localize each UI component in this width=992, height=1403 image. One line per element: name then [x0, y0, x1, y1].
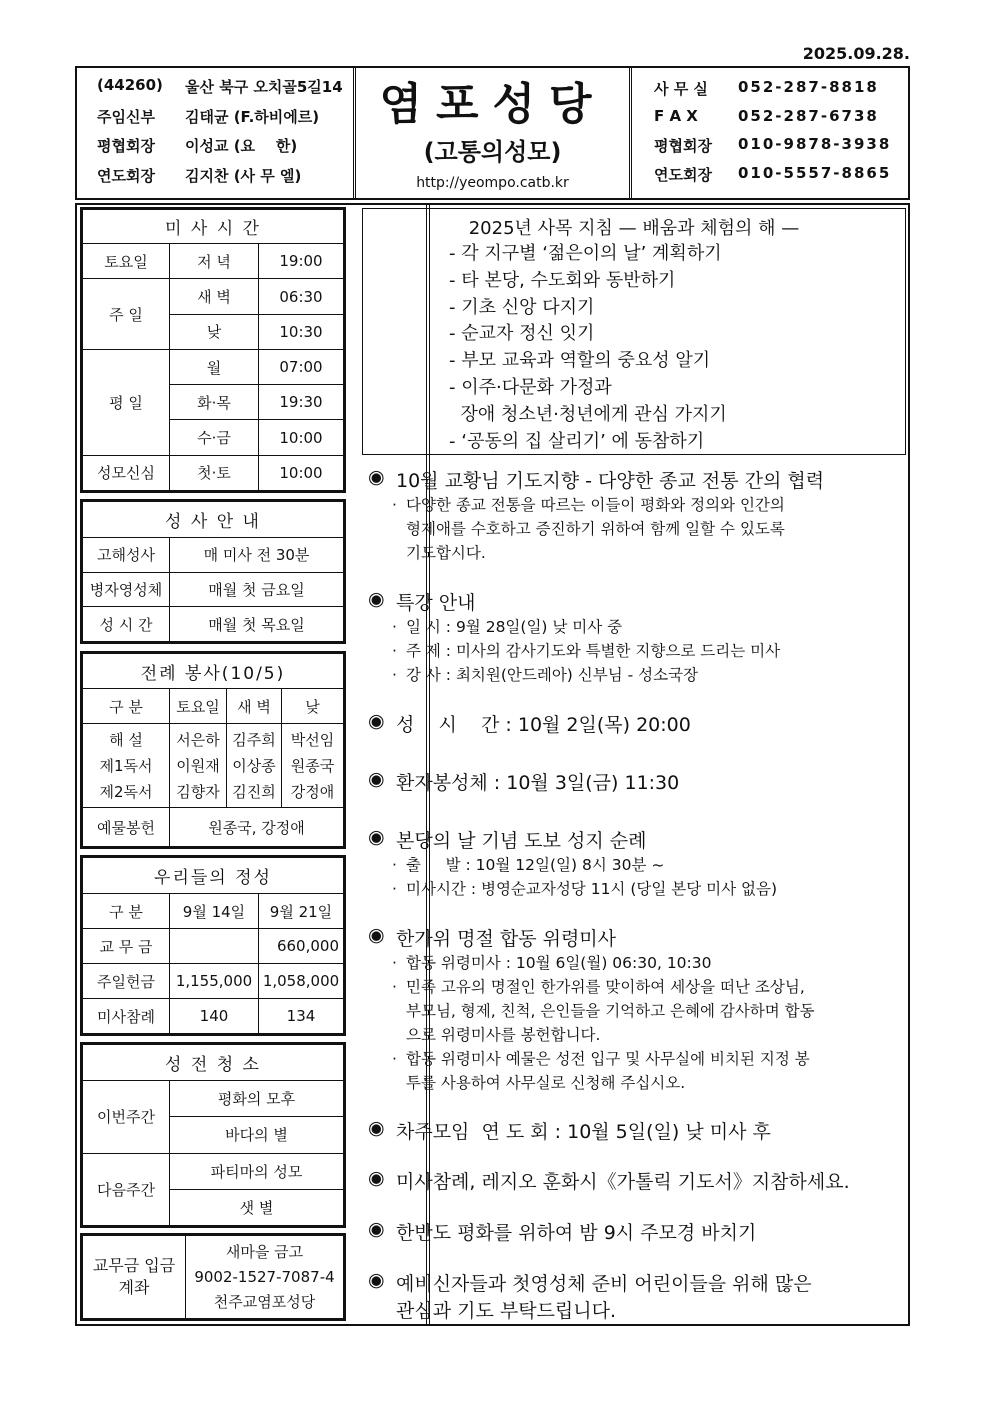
day-cell: 성모신심	[83, 455, 170, 490]
server-name: 김주희	[232, 730, 276, 749]
slot-cell: 월	[170, 349, 259, 384]
bullet-icon: ◉	[368, 588, 385, 610]
server-name: 원종국	[290, 756, 335, 775]
cleaning-group: 평화의 모후	[170, 1081, 344, 1117]
offering-value: 1,058,000	[259, 964, 344, 999]
role-label: 제2독서	[99, 782, 153, 801]
pastoral-goals	[362, 208, 906, 455]
server-name: 이상종	[232, 756, 276, 775]
contact-row: 평협회장 010-9878-3938	[654, 135, 892, 155]
cleaning-group: 바다의 별	[170, 1117, 344, 1153]
notice-pilgrimage: ◉ 본당의 날 기념 도보 성지 순례 · 출 발 : 10월 12일(일) 8시 30분 ~ · 미사시간 : 병영순교자성당 11시 (당일 본당 미사 없음)	[368, 826, 777, 898]
week-label: 이번주간	[83, 1081, 170, 1154]
offering-value	[170, 929, 259, 964]
sacrament-label: 고해성사	[83, 538, 170, 573]
goal-item: - 순교자 정신 잇기	[449, 323, 595, 345]
offering-names: 원종국, 강정애	[170, 808, 344, 847]
sacrament-label: 성 시 간	[83, 607, 170, 642]
info-row: (44260) 울산 북구 오치골5길14	[97, 76, 343, 96]
server-name: 이원재	[176, 756, 220, 775]
bullet-icon: ◉	[368, 710, 385, 732]
notice-memorial-mass: ◉ 한가위 명절 합동 위령미사 · 합동 위령미사 : 10월 6일(월) 06:30, 10:30 · 민족 고유의 명절인 한가위를 맞이하여 세상을 떠난 조상님, 부모님, 형제, 친척, 은인들을 기억하고 은혜에 감사하며 합동 으로 위령미사를 봉헌합니다. · 합동 위령미사 예물은 성전 입구 및 사무실에 비치된 지정 봉 투를 사용하여 사무실로 신청해 주십시오.	[368, 924, 815, 1092]
sacrament-title: 성 사 안 내	[83, 502, 344, 538]
sacrament-value: 매 미사 전 30분	[170, 538, 344, 573]
offering-row-label: 미사참례	[83, 999, 170, 1034]
header	[75, 66, 910, 200]
notice-meeting: ◉ 차주모임 연 도 회 : 10월 5일(일) 낮 미사 후	[368, 1117, 771, 1143]
bullet-icon: ◉	[368, 1167, 385, 1189]
day-cell: 주 일	[83, 279, 170, 350]
cleaning-group: 파티마의 성모	[170, 1153, 344, 1189]
bullet-icon: ◉	[368, 924, 385, 946]
contact-row: 사 무 실 052-287-8818	[654, 78, 879, 98]
goal-item: - 부모 교육과 역할의 중요성 알기	[449, 350, 711, 372]
slot-cell: 새 벽	[170, 279, 259, 314]
parish-url[interactable]: http://yeompo.catb.kr	[416, 175, 569, 191]
server-name: 강정애	[290, 782, 335, 801]
slot-cell: 첫·토	[170, 455, 259, 490]
title-block	[356, 68, 632, 198]
goal-item: - ‘공동의 집 살리기’ 에 동참하기	[449, 430, 705, 452]
contact-row: F A X 052-287-6738	[654, 106, 879, 125]
sacrament-value: 매월 첫 금요일	[170, 572, 344, 607]
bullet-icon: ◉	[368, 1269, 385, 1291]
server-name: 박선임	[290, 730, 335, 749]
goal-item: - 이주·다문화 가정과	[449, 376, 612, 398]
notice-holy-hour: ◉ 성 시 간 : 10월 2일(목) 20:00	[368, 710, 691, 736]
account-number: 9002-1527-7087-4	[194, 1267, 335, 1286]
parish-title: 염포성당	[379, 79, 606, 130]
info-row: 평협회장 이성교 (요 한)	[97, 137, 298, 155]
account-holder: 천주교염포성당	[213, 1292, 316, 1311]
day-cell: 토요일	[83, 244, 170, 279]
time-cell: 10:30	[259, 314, 344, 349]
role-label: 제1독서	[99, 756, 153, 775]
notice-peace-prayer: ◉ 한반도 평화를 위하여 밤 9시 주모경 바치기	[368, 1218, 757, 1244]
goal-item: - 타 본당, 수도회와 동반하기	[449, 269, 676, 291]
notice-prayer-intention: ◉ 10월 교황님 기도지향 - 다양한 종교 전통 간의 협력 · 다양한 종교 전통을 따르는 이들이 평화와 정의와 인간의 형제애를 수호하고 증진하기 위하여 함께 일할 수 있도록 기도합시다.	[368, 466, 825, 562]
offering-title: 우리들의 정성	[83, 858, 344, 894]
column-header: 낮	[282, 689, 344, 724]
slot-cell: 화·목	[170, 385, 259, 420]
bullet-icon: ◉	[368, 466, 385, 488]
notice-sick-communion: ◉ 환자봉성체 : 10월 3일(금) 11:30	[368, 768, 680, 794]
bullet-icon: ◉	[368, 1218, 385, 1240]
contact-row: 연도회장 010-5557-8865	[654, 163, 892, 184]
info-row: 연도회장 김지찬 (사 무 엘)	[97, 166, 302, 185]
time-cell: 06:30	[259, 279, 344, 314]
liturgy-box	[80, 651, 346, 849]
info-row: 주임신부 김태균 (F.하비에르)	[97, 107, 320, 126]
offering-value: 1,155,000	[170, 964, 259, 999]
day-cell: 평 일	[83, 349, 170, 455]
mass-times-title: 미 사 시 간	[83, 210, 344, 244]
column-header: 구 분	[83, 689, 170, 724]
column-header: 9월 14일	[170, 894, 259, 929]
account-box	[80, 1233, 346, 1321]
offering-value: 134	[259, 999, 344, 1034]
slot-cell: 수·금	[170, 420, 259, 455]
time-cell: 10:00	[259, 455, 344, 490]
column-header: 토요일	[170, 689, 227, 724]
sacrament-box	[80, 499, 346, 644]
parish-info	[77, 68, 356, 198]
goal-item: - 각 지구별 ‘젊은이의 날’ 계획하기	[449, 243, 722, 264]
time-cell: 19:30	[259, 385, 344, 420]
cleaning-group: 샛 별	[170, 1189, 344, 1225]
mass-times-box	[80, 207, 346, 493]
goals-title: 2025년 사목 지침 — 배움과 체험의 해 —	[468, 218, 800, 239]
time-cell: 10:00	[259, 420, 344, 455]
bullet-icon: ◉	[368, 768, 385, 790]
notice-catechumens: ◉ 예비신자들과 첫영성체 준비 어린이들을 위해 많은 관심과 기도 부탁드립니다.	[368, 1269, 812, 1322]
time-cell: 19:00	[259, 244, 344, 279]
cleaning-title: 성 전 청 소	[83, 1045, 344, 1081]
bulletin-date: 2025.09.28.	[802, 44, 910, 63]
server-name: 서은하	[176, 730, 220, 749]
slot-cell: 낮	[170, 314, 259, 349]
notice-lecture: ◉ 특강 안내 · 일 시 : 9월 28일(일) 낮 미사 중 · 주 제 : 미사의 감사기도와 특별한 지향으로 드리는 미사 · 강 사 : 최치원(안드레아) 신부님 - 성소국장	[368, 588, 781, 684]
bank-name: 새마을 금고	[225, 1242, 304, 1261]
offering-value: 140	[170, 999, 259, 1034]
offering-row-label: 교 무 금	[83, 929, 170, 964]
week-label: 다음주간	[83, 1153, 170, 1226]
column-header: 새 벽	[227, 689, 282, 724]
goal-item: - 기초 신앙 다지기	[449, 296, 595, 318]
offering-row-label: 주일헌금	[83, 964, 170, 999]
offering-value: 660,000	[259, 929, 344, 964]
slot-cell: 저 녁	[170, 244, 259, 279]
sacrament-value: 매월 첫 목요일	[170, 607, 344, 642]
bullet-icon: ◉	[368, 826, 385, 848]
column-header: 9월 21일	[259, 894, 344, 929]
bullet-icon: ◉	[368, 1117, 385, 1139]
server-name: 김향자	[176, 782, 220, 801]
column-header: 구 분	[83, 894, 170, 929]
liturgy-title: 전례 봉사(10/5)	[83, 654, 344, 689]
offering-box	[80, 855, 346, 1036]
contact-info	[632, 68, 908, 198]
offering-label: 예물봉헌	[83, 808, 170, 847]
notice-prayer-book: ◉ 미사참례, 레지오 훈화시《가톨릭 기도서》지참하세요.	[368, 1167, 850, 1193]
server-name: 김진희	[232, 782, 276, 801]
account-label: 교무금 입금계좌	[83, 1236, 186, 1319]
parish-subtitle: (고통의성모)	[423, 138, 562, 166]
time-cell: 07:00	[259, 349, 344, 384]
cleaning-box	[80, 1042, 346, 1228]
sacrament-label: 병자영성체	[83, 572, 170, 607]
goal-item: 장애 청소년·청년에게 관심 가지기	[449, 403, 727, 425]
role-label: 해 설	[109, 730, 143, 749]
